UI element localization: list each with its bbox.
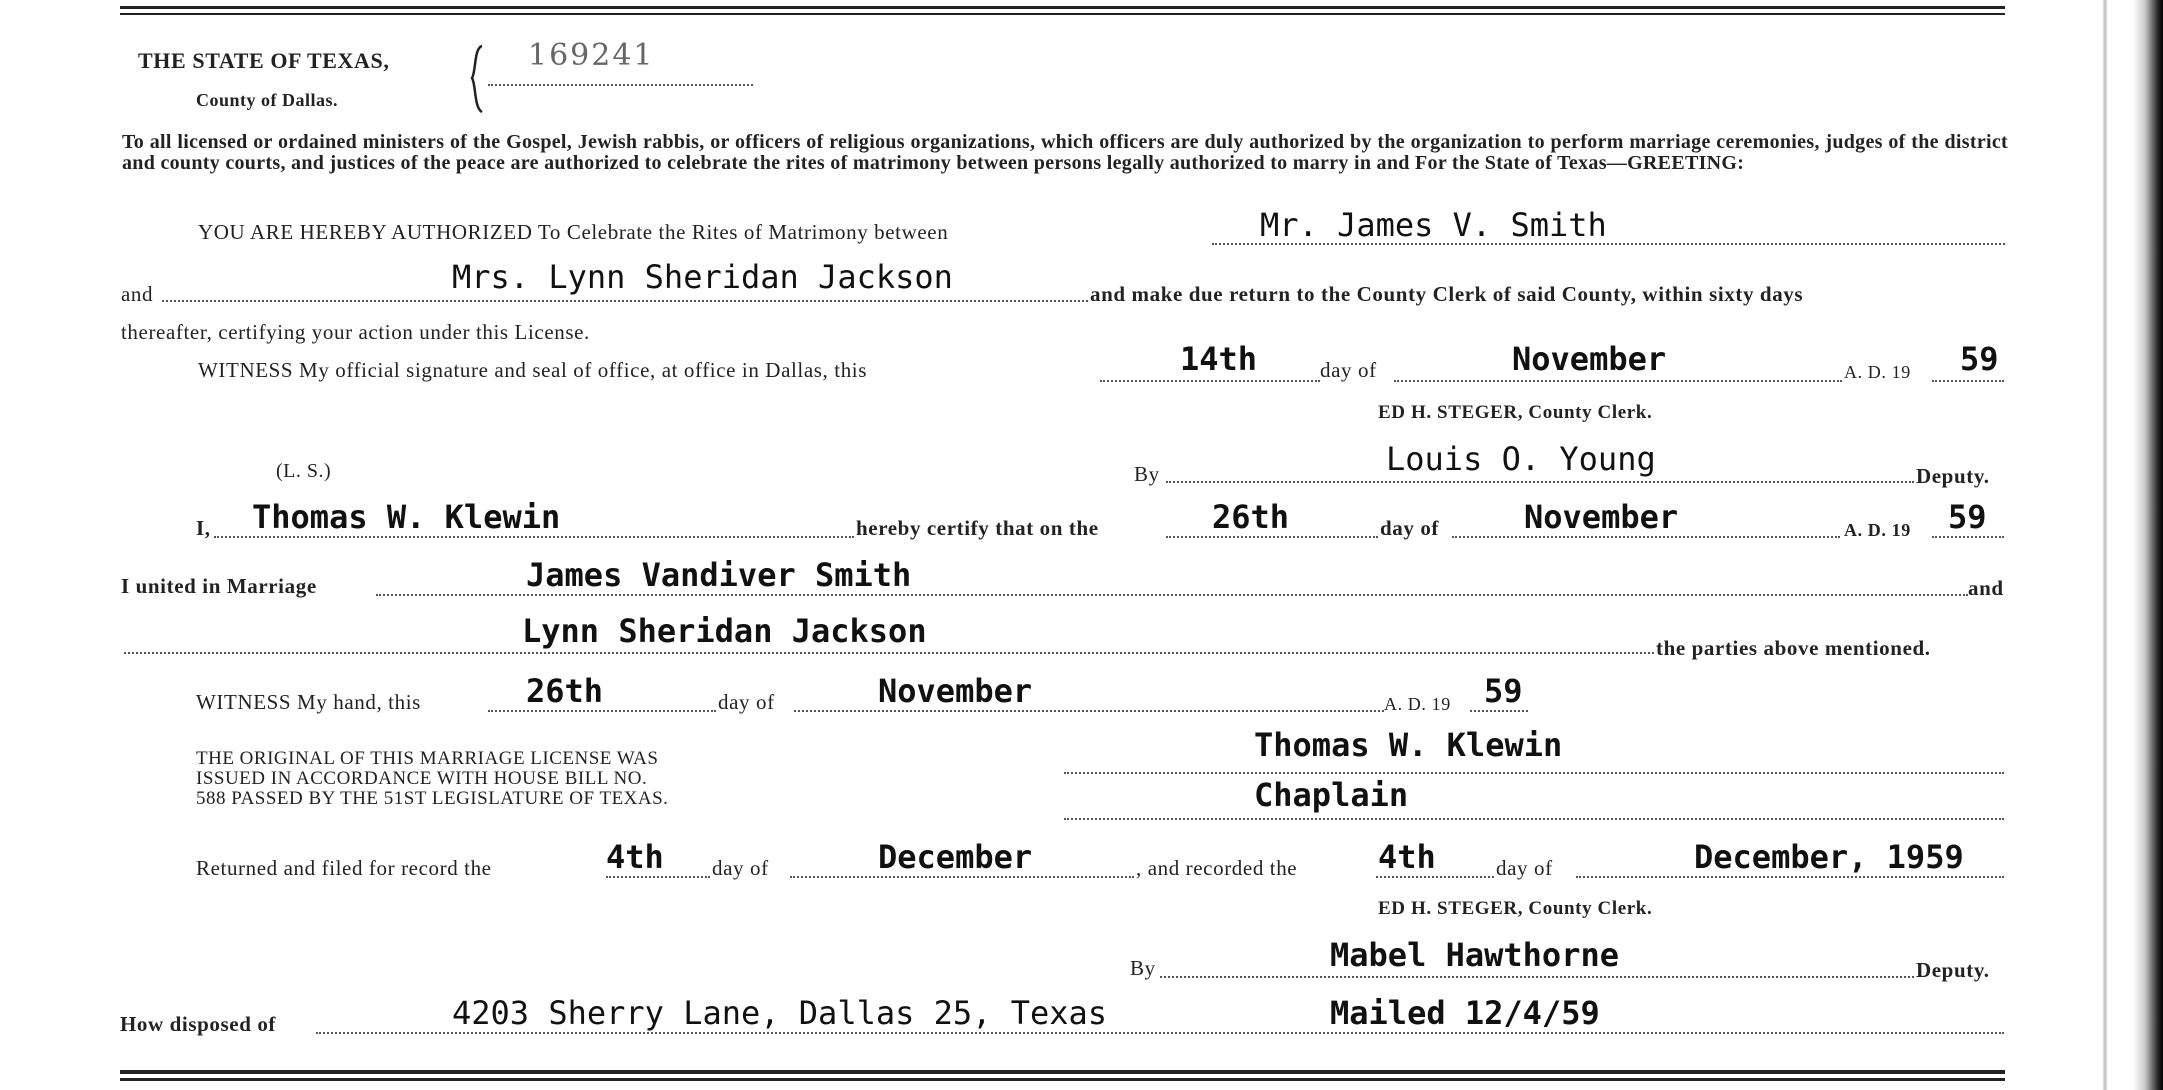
cert-year: 59 <box>1948 498 1987 536</box>
united-label: I united in Marriage <box>121 574 317 598</box>
bottom-rule <box>120 1070 2005 1074</box>
cert-i-label: I, <box>196 516 211 540</box>
disposed-label: How disposed of <box>120 1012 277 1036</box>
bride-name: Lynn Sheridan Jackson <box>522 612 927 650</box>
officiant-line <box>214 536 854 538</box>
recorded-day-line <box>1376 876 1494 878</box>
cert-day-of: day of <box>1380 516 1440 540</box>
witness-clerk-month: November <box>1512 340 1667 378</box>
witness-clerk-day-of: day of <box>1320 358 1377 382</box>
cert-certify-label: hereby certify that on the <box>856 516 1099 540</box>
party2-name: Mrs. Lynn Sheridan Jackson <box>452 258 953 296</box>
cert-month: November <box>1524 498 1679 536</box>
witness-clerk-day-line <box>1100 380 1320 382</box>
notice-line2: ISSUED IN ACCORDANCE WITH HOUSE BILL NO. <box>196 768 648 789</box>
party1-name: Mr. James V. Smith <box>1260 206 1607 244</box>
signature-title: Chaplain <box>1254 776 1409 814</box>
record-deputy-line <box>1160 976 1914 978</box>
top-rule-inner <box>120 13 2005 15</box>
record-deputy-label: Deputy. <box>1916 958 1990 982</box>
disposed-line <box>316 1032 2004 1034</box>
county-clerk-name: ED H. STEGER, County Clerk. <box>1378 402 1653 423</box>
witness-hand-year: 59 <box>1484 672 1523 710</box>
clerk-deputy-line <box>1166 481 1914 483</box>
witness-hand-month: November <box>878 672 1033 710</box>
record-by-label: By <box>1130 956 1156 980</box>
recorded-label: , and recorded the <box>1136 856 1298 880</box>
filed-day-line <box>606 876 710 878</box>
record-day-of: day of <box>712 856 769 880</box>
witness-clerk-month-line <box>1394 380 1842 382</box>
witness-hand-day: 26th <box>526 672 604 710</box>
witness-hand-month-line <box>794 710 1384 712</box>
witness-hand-day-line <box>488 710 716 712</box>
witness-hand-day-of: day of <box>718 690 775 714</box>
recorded-date-line <box>1576 876 2004 878</box>
cert-day-line <box>1166 536 1378 538</box>
clerk-by-label: By <box>1134 462 1160 486</box>
groom-line <box>376 594 1968 596</box>
filed-month-line <box>790 876 1134 878</box>
brace-icon <box>468 44 488 114</box>
license-number: 169241 <box>528 38 655 73</box>
clerk-deputy-label: Deputy. <box>1916 464 1990 488</box>
thereafter-text: thereafter, certifying your action under this License. <box>121 320 590 344</box>
cert-ad: A. D. 19 <box>1844 520 1911 540</box>
cert-month-line <box>1452 536 1840 538</box>
authorized-label: YOU ARE HEREBY AUTHORIZED To Celebrate the Rites of Matrimony between <box>198 220 949 244</box>
witness-hand-label: WITNESS My hand, this <box>196 690 421 714</box>
disposed-mailed: Mailed 12/4/59 <box>1330 994 1600 1032</box>
title-line <box>1064 818 2004 820</box>
notice-line1: THE ORIGINAL OF THIS MARRIAGE LICENSE WAS <box>196 748 659 769</box>
disposed-address: 4203 Sherry Lane, Dallas 25, Texas <box>452 994 1108 1032</box>
scan-edge <box>2133 0 2163 1090</box>
license-number-line <box>488 84 753 86</box>
record-day-of2: day of <box>1496 856 1553 880</box>
record-clerk-name: ED H. STEGER, County Clerk. <box>1378 898 1653 919</box>
top-rule <box>120 6 2005 9</box>
record-deputy-name: Mabel Hawthorne <box>1330 936 1619 974</box>
cert-and-label: and <box>1968 576 2004 600</box>
seal-ls: (L. S.) <box>276 460 332 482</box>
witness-clerk-year-line <box>1932 380 2004 382</box>
filed-day: 4th <box>606 838 664 876</box>
parties-label: the parties above mentioned. <box>1656 636 1931 660</box>
notice-line3: 588 PASSED BY THE 51ST LEGISLATURE OF TEXAS. <box>196 788 669 809</box>
officiant-name: Thomas W. Klewin <box>252 498 561 536</box>
witness-hand-year-line <box>1470 710 1528 712</box>
witness-clerk-label: WITNESS My official signature and seal of office, at office in Dallas, this <box>198 358 868 382</box>
recorded-day: 4th <box>1378 838 1436 876</box>
cert-year-line <box>1932 536 2004 538</box>
scan-edge-shadow <box>2102 0 2108 1090</box>
bottom-rule-inner <box>120 1078 2005 1081</box>
signature-name: Thomas W. Klewin <box>1254 726 1563 764</box>
witness-clerk-day: 14th <box>1180 340 1258 378</box>
clerk-deputy-name: Louis O. Young <box>1386 440 1656 478</box>
witness-clerk-year: 59 <box>1960 340 1999 378</box>
groom-name: James Vandiver Smith <box>526 556 912 594</box>
party2-line <box>162 300 1088 302</box>
return-text: and make due return to the County Clerk of said County, within sixty days <box>1090 282 1804 306</box>
state-heading: THE STATE OF TEXAS, <box>138 48 390 73</box>
preamble-text: To all licensed or ordained ministers of the Gospel, Jewish rabbis, or officers of religious organizations, which officers are duly authorized by the organization to perform marriage ceremonies, judges of the district and county courts, and justices of the peace are authorized to celebrate the rites of matrimony between persons legally authorized to marry in and For the State of Texas—GREETING: <box>122 131 2008 174</box>
record-label: Returned and filed for record the <box>196 856 492 880</box>
county-heading: County of Dallas. <box>196 90 339 110</box>
signature-line <box>1064 772 2004 774</box>
bride-line <box>124 652 1654 654</box>
recorded-date: December, 1959 <box>1694 838 1964 876</box>
cert-day: 26th <box>1212 498 1290 536</box>
witness-hand-ad: A. D. 19 <box>1384 694 1451 714</box>
witness-clerk-ad: A. D. 19 <box>1844 362 1911 382</box>
and-label: and <box>121 282 154 306</box>
filed-month: December <box>878 838 1033 876</box>
